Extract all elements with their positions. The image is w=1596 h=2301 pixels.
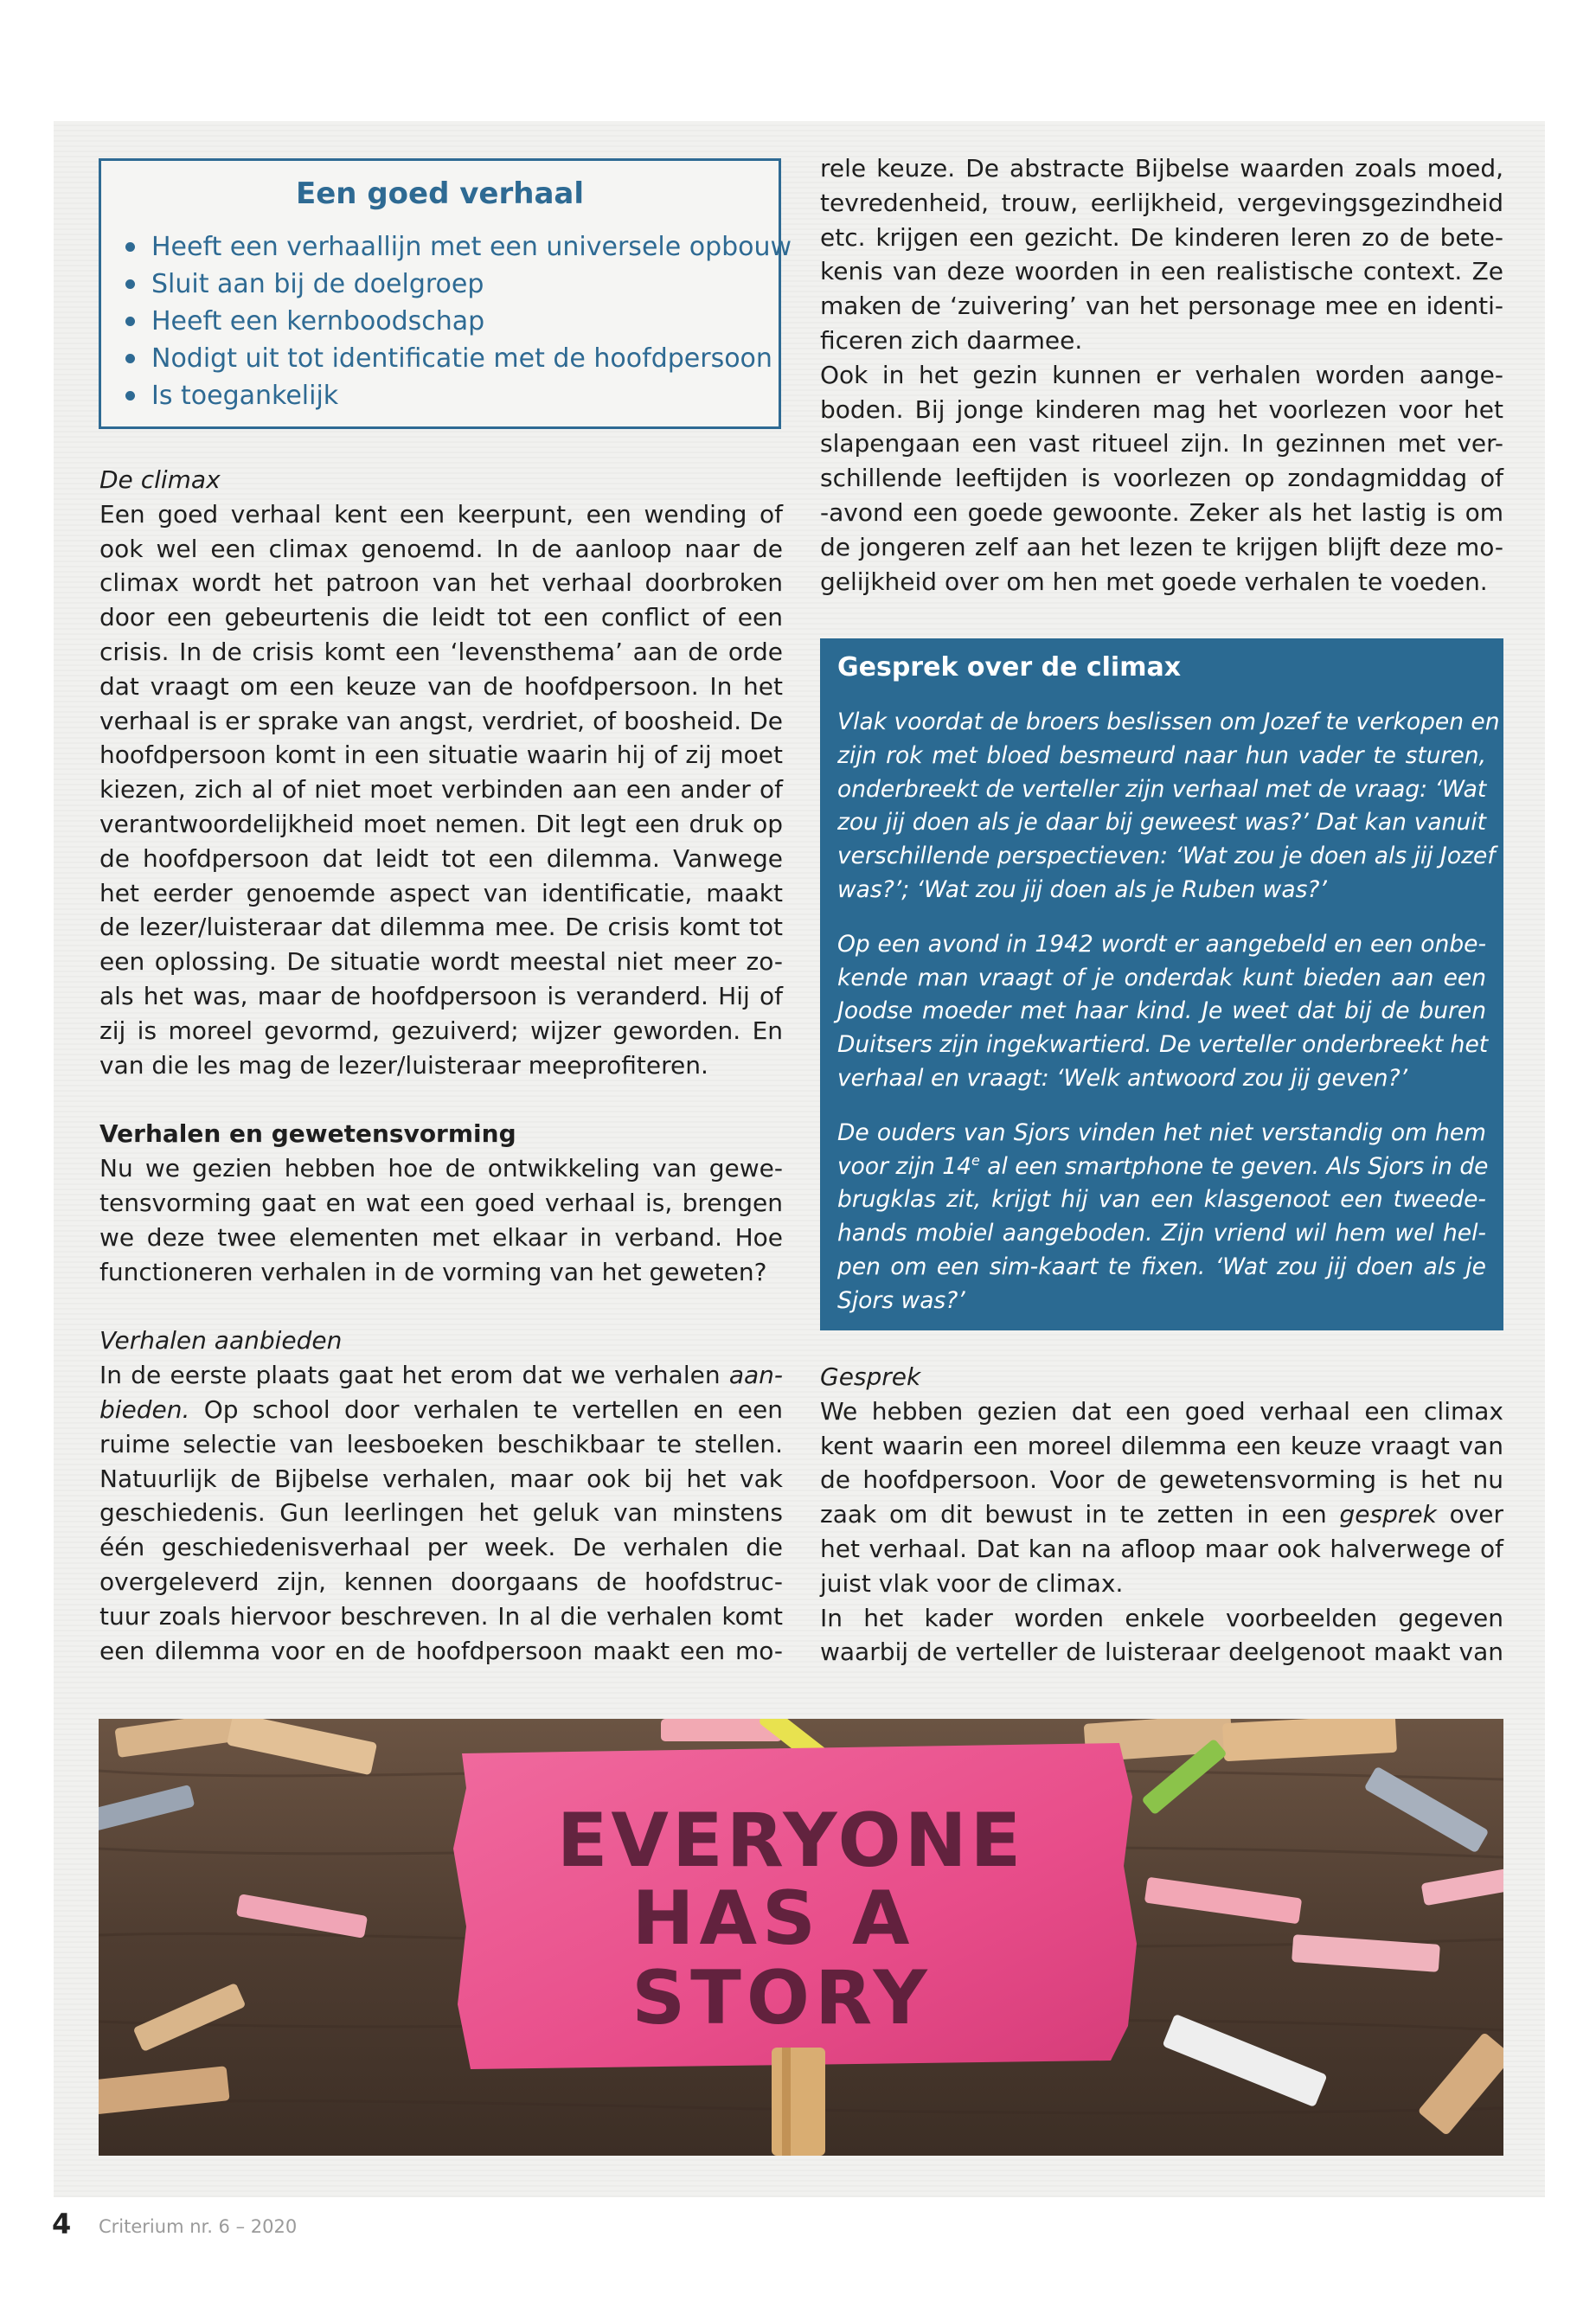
- text-line: hoofdpersoon komt in een situatie waarin hij of zij moet: [99, 740, 783, 770]
- dialogue-example-sjors: De ouders van Sjors vinden het niet verstandig om hem voor zijn 14e al een smartphone te geven. Als Sjors in de brugklas zit, krijgt hij van een klasgenoot een tweede- hands mobiel aangeboden. Zijn vriend wil hem wel hel- pen om een sim-kaart te fixen. ‘Wat zou jij doen als je Sjors was?’: [837, 1117, 1486, 1318]
- text-line: zij is moreel gevormd, gezuiverd; wijzer geworden. En: [99, 1016, 783, 1045]
- page-number: 4: [52, 2208, 72, 2240]
- text-line: Duitsers zijn ingekwartierd. De verteller onderbreekt het: [837, 1031, 1489, 1059]
- text-line: een oplossing. De situatie wordt meestal niet meer zo-: [99, 947, 783, 977]
- text-line: waarbij de verteller de luisteraar deelgenoot maakt van: [820, 1638, 1503, 1667]
- text-line: was?’; ‘Wat zou jij doen als je Ruben was?’: [837, 875, 1327, 903]
- left-column: [99, 463, 783, 1668]
- text-line: We hebben gezien dat een goed verhaal een climax: [820, 1396, 1503, 1426]
- text-line: In het kader worden enkele voorbeelden gegeven: [820, 1603, 1503, 1632]
- text-line: de lezer/luisteraar dat dilemma mee. De crisis komt tot: [99, 913, 783, 942]
- conscience-paragraph: [99, 1151, 783, 1289]
- text-line: we deze twee elementen met elkaar in verband. Hoe: [99, 1222, 783, 1252]
- dialogue-box-title: Gesprek over de climax: [837, 652, 1182, 683]
- text-line: kenis van deze woorden in een realistische context. Ze: [820, 257, 1503, 286]
- story-photo: [99, 1719, 1503, 2156]
- offer-paragraph: In de eerste plaats gaat het erom dat we verhalen aan- bieden. Op school door verhalen te vertellen en een ruime selectie van leesboeken beschikbaar te stellen. Natuurlijk de Bijbelse verhalen, maar ook bij het vak geschiedenis. Gun leerlingen het geluk van minstens één geschiedenisverhaal per week. De verhalen die overgeleverd zijn, kennen doorgaans de hoofdstruc- tuur zoals hiervoor beschreven. In al die verhalen komt een dilemma voor en de hoofdpersoon maakt een mo-: [99, 1358, 783, 1668]
- text-line: het eerder genoemde aspect van identificatie, maakt: [99, 878, 783, 907]
- text-line: maken de ‘zuivering’ van het personage mee en identi-: [820, 292, 1503, 321]
- bullet-icon: [125, 279, 135, 289]
- text-line: -avond een goede gewoonte. Zeker als het lastig is om: [820, 497, 1503, 527]
- good-story-list: [122, 228, 792, 414]
- text-line: slapengaan een vast ritueel zijn. In gezinnen met ver-: [820, 429, 1503, 458]
- text-line: overgeleverd zijn, kennen doorgaans de hoofdstruc-: [99, 1567, 783, 1596]
- text-line: een dilemma voor en de hoofdpersoon maakt een mo-: [99, 1636, 783, 1665]
- text-line: Op een avond in 1942 wordt er aangebeld en een onbe-: [837, 930, 1486, 958]
- text-line: gelijkheid over om hen met goede verhalen te voeden.: [820, 567, 1488, 596]
- bullet-icon: [125, 317, 135, 326]
- climax-paragraph: [99, 497, 783, 1083]
- good-story-title: Een goed verhaal: [296, 176, 584, 211]
- climax-heading: De climax: [99, 465, 221, 494]
- text-line: dat vraagt om een keuze van de hoofdpersoon. In het: [99, 671, 783, 701]
- text-line: Nu we gezien hebben hoe de ontwikkeling van gewe-: [99, 1154, 783, 1183]
- text-line: kende man vraagt of je onderdak kunt bieden aan een: [837, 964, 1486, 991]
- text-line: ficeren zich daarmee.: [820, 325, 1083, 355]
- text-line: Vlak voordat de broers beslissen om Jozef te verkopen en: [837, 708, 1500, 735]
- bullet-icon: [125, 354, 135, 363]
- text-line: één geschiedenisverhaal per week. De verhalen die: [99, 1533, 783, 1562]
- text-line: ruime selectie van leesboeken beschikbaar te stellen.: [99, 1429, 783, 1458]
- text-line: als het was, maar de hoofdpersoon is veranderd. Hij of: [99, 981, 783, 1010]
- text-line: Een goed verhaal kent een keerpunt, een wending of: [99, 499, 783, 529]
- list-item: Heeft een verhaallijn met een universele opbouw: [122, 228, 770, 266]
- text-line: onderbreekt de verteller zijn verhaal met de vraag: ‘Wat: [837, 775, 1487, 803]
- text-line: boden. Bij jonge kinderen mag het voorlezen voor het: [820, 394, 1503, 424]
- text-line: tuur zoals hiervoor beschreven. In al die verhalen komt: [99, 1601, 783, 1631]
- clothespin-clip-icon: [772, 2048, 825, 2156]
- dialogue-example-1942: [837, 928, 1489, 1096]
- text-line: brugklas zit, krijgt hij van een klasgenoot een tweede-: [837, 1186, 1486, 1214]
- text-line: Joodse moeder met haar kind. Je weet dat bij de buren: [837, 997, 1486, 1025]
- text-line: crisis. In de crisis komt een ‘levensthema’ aan de orde: [99, 637, 783, 666]
- text-line: tensvorming gaat en wat een goed verhaal is, brengen: [99, 1188, 783, 1217]
- right-column-intro: [820, 151, 1503, 599]
- text-line: juist vlak voor de climax.: [820, 1568, 1124, 1598]
- text-line: de jongeren zelf aan het lezen te krijgen blijft deze mo-: [820, 532, 1503, 561]
- text-line: rele keuze. De abstracte Bijbelse waarden zoals moed,: [820, 154, 1503, 183]
- text-line: Sjors was?’: [837, 1286, 965, 1314]
- magazine-source: Criterium nr. 6 – 2020: [99, 2216, 298, 2237]
- list-item: Sluit aan bij de doelgroep: [122, 266, 770, 303]
- text-line: Ook in het gezin kunnen er verhalen worden aange-: [820, 360, 1503, 389]
- text-line: kent waarin een moreel dilemma een keuze vraagt van: [820, 1431, 1503, 1460]
- gesprek-paragraph: We hebben gezien dat een goed verhaal een climax kent waarin een moreel dilemma een keuze vraagt van de hoofdpersoon. Voor de gewetensvorming is het nu zaak om dit bewust in te zetten in een gesprek over het verhaal. Dat kan na afloop maar ook halverwege of juist vlak voor de climax. In het kader worden enkele voorbeelden gegeven waarbij de verteller de luisteraar deelgenoot maakt van: [820, 1394, 1503, 1670]
- text-line: tevredenheid, trouw, eerlijkheid, vergevingsgezindheid: [820, 188, 1503, 217]
- sign-line-has-a: HAS A: [631, 1875, 915, 1962]
- text-line: verantwoordelijkheid moet nemen. Dit legt een druk op: [99, 809, 783, 838]
- text-line: de hoofdpersoon dat leidt tot een dilemma. Vanwege: [99, 843, 783, 873]
- text-line: hands mobiel aangeboden. Zijn vriend wil hem wel hel-: [837, 1220, 1486, 1247]
- bullet-icon: [125, 242, 135, 252]
- list-item: Nodigt uit tot identificatie met de hoofdpersoon: [122, 340, 770, 377]
- right-column-gesprek: [820, 1360, 1503, 1670]
- text-line: zou jij doen als je daar bij geweest was?’ Dat kan vanuit: [837, 809, 1486, 836]
- text-line: door een gebeurtenis die leidt tot een conflict of een: [99, 603, 783, 632]
- text-line: geschiedenis. Gun leerlingen het geluk van minstens: [99, 1498, 783, 1528]
- text-line: de hoofdpersoon. Voor de gewetensvorming is het nu: [820, 1465, 1503, 1495]
- gesprek-heading: Gesprek: [820, 1362, 921, 1391]
- sign-line-everyone: EVERYONE: [556, 1798, 1025, 1884]
- text-line: climax wordt het patroon van het verhaal doorbroken: [99, 568, 783, 598]
- list-item: Heeft een kernboodschap: [122, 303, 770, 340]
- dialogue-box: [820, 638, 1503, 1330]
- text-line: kiezen, zich al of niet moet verbinden aan een ander of: [99, 775, 783, 804]
- offer-heading: Verhalen aanbieden: [99, 1326, 343, 1356]
- bullet-icon: [125, 391, 135, 401]
- text-line: Natuurlijk de Bijbelse verhalen, maar ook bij het vak: [99, 1464, 783, 1493]
- dialogue-example-jozef: [837, 706, 1500, 907]
- text-line: verhaal en vraagt: ‘Welk antwoord zou jij geven?’: [837, 1064, 1408, 1092]
- list-item: Is toegankelijk: [122, 377, 770, 414]
- text-line: van die les mag de lezer/luisteraar meeprofiteren.: [99, 1050, 708, 1080]
- text-line: functioneren verhalen in de vorming van het geweten?: [99, 1257, 767, 1286]
- good-story-box: [99, 158, 792, 429]
- text-line: het verhaal. Dat kan na afloop maar ook halverwege of: [820, 1534, 1503, 1563]
- conscience-heading: Verhalen en gewetensvorming: [99, 1119, 516, 1149]
- text-line: schillende leeftijden is voorlezen op zondagmiddag of: [820, 464, 1503, 493]
- sign-line-story: STORY: [631, 1955, 933, 2041]
- text-line: etc. krijgen een gezicht. De kinderen leren zo de bete-: [820, 222, 1503, 252]
- text-line: zijn rok met bloed besmeurd naar hun vader te sturen,: [837, 741, 1486, 769]
- text-line: pen om een sim-kaart te fixen. ‘Wat zou jij doen als je: [837, 1253, 1486, 1280]
- text-line: ook wel een climax genoemd. In de aanloop naar de: [99, 534, 783, 563]
- text-line: verhaal is er sprake van angst, verdriet, of boosheid. De: [99, 706, 783, 735]
- intro-paragraph: [820, 151, 1503, 599]
- text-line: verschillende perspectieven: ‘Wat zou je doen als jij Jozef: [837, 843, 1496, 870]
